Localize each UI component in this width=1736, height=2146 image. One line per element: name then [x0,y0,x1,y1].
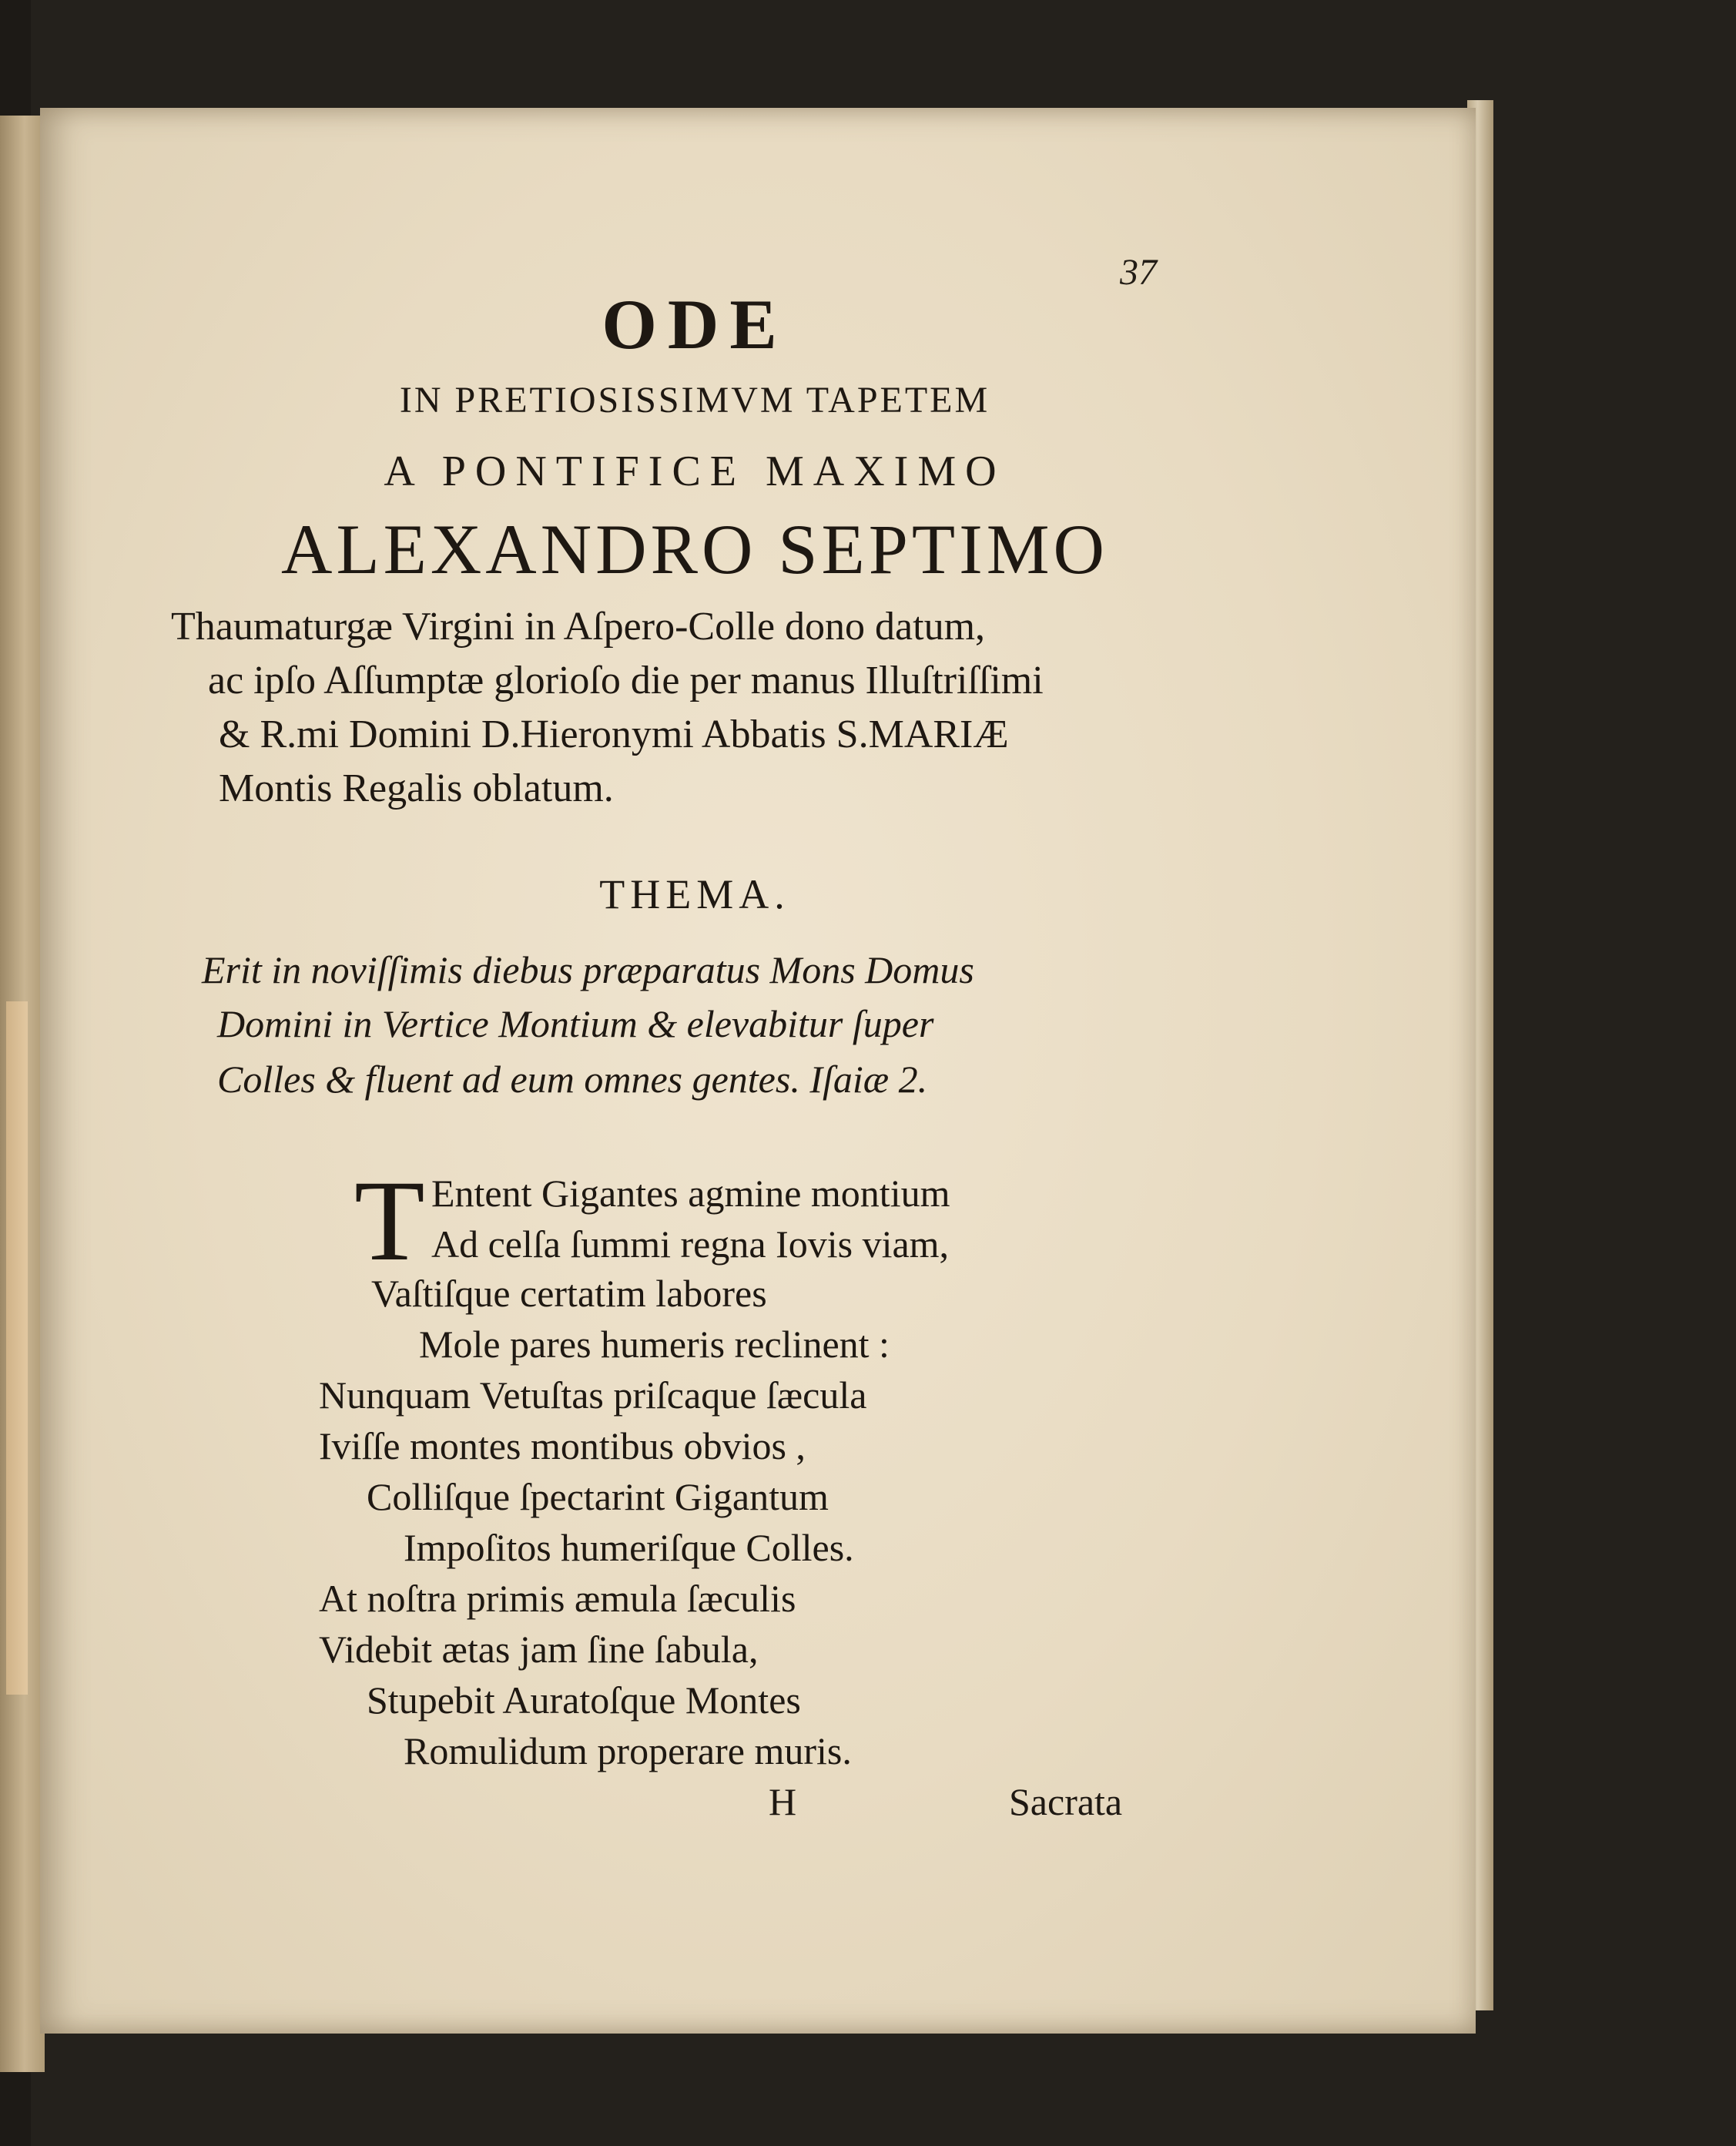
poem-line: At noſtra primis æmula ſæculis [319,1577,796,1620]
heading-line-3: ALEXANDRO SEPTIMO [281,510,1108,588]
heading-line-1: IN PRETIOSISSIMVM TAPETEM [399,380,990,421]
poem-line: Ad celſa ſummi regna Iovis viam, [431,1222,950,1266]
book-page [40,108,1476,2034]
poem-line: Videbit ætas jam ſine ſabula, [319,1628,759,1671]
poem-line: Stupebit Auratoſque Montes [367,1678,801,1722]
paper-strip [6,1001,28,1695]
poem-line: Nunquam Vetuſtas priſcaque ſæcula [319,1373,867,1417]
thema-verse-line: Colles & fluent ad eum omnes gentes. Iſaiæ 2. [217,1058,928,1101]
poem-line: Entent Gigantes agmine montium [431,1172,950,1215]
signature-mark: H [769,1780,797,1823]
heading-line-2: A PONTIFICE MAXIMO [384,448,1006,495]
catchword: Sacrata [1009,1780,1123,1823]
poem-line: Vaſtiſque certatim labores [371,1272,767,1315]
poem-line: Mole pares humeris reclinent : [419,1323,890,1366]
thema-verse-line: Erit in noviſſimis diebus præparatus Mons Domus [202,948,974,991]
dedication-line: Montis Regalis oblatum. [219,766,614,810]
page-title: ODE [602,285,788,364]
drop-cap: T [354,1157,425,1285]
poem-line: Romulidum properare muris. [404,1729,852,1772]
thema-verse-line: Domini in Vertice Montium & elevabitur ſuper [217,1002,934,1045]
page-number: 37 [1120,252,1157,293]
thema-heading: THEMA. [599,871,790,917]
dedication-line: & R.mi Domini D.Hieronymi Abbatis S.MARIÆ [219,713,1009,756]
poem-line: Colliſque ſpectarint Gigantum [367,1475,829,1518]
dedication-line: Thaumaturgæ Virgini in Aſpero-Colle dono datum, [171,605,986,649]
poem-line: Iviſſe montes montibus obvios , [319,1424,806,1467]
dedication-line: ac ipſo Aſſumptæ glorioſo die per manus Illuſtriſſimi [208,659,1044,702]
poem-line: Impoſitos humeriſque Colles. [404,1526,854,1569]
